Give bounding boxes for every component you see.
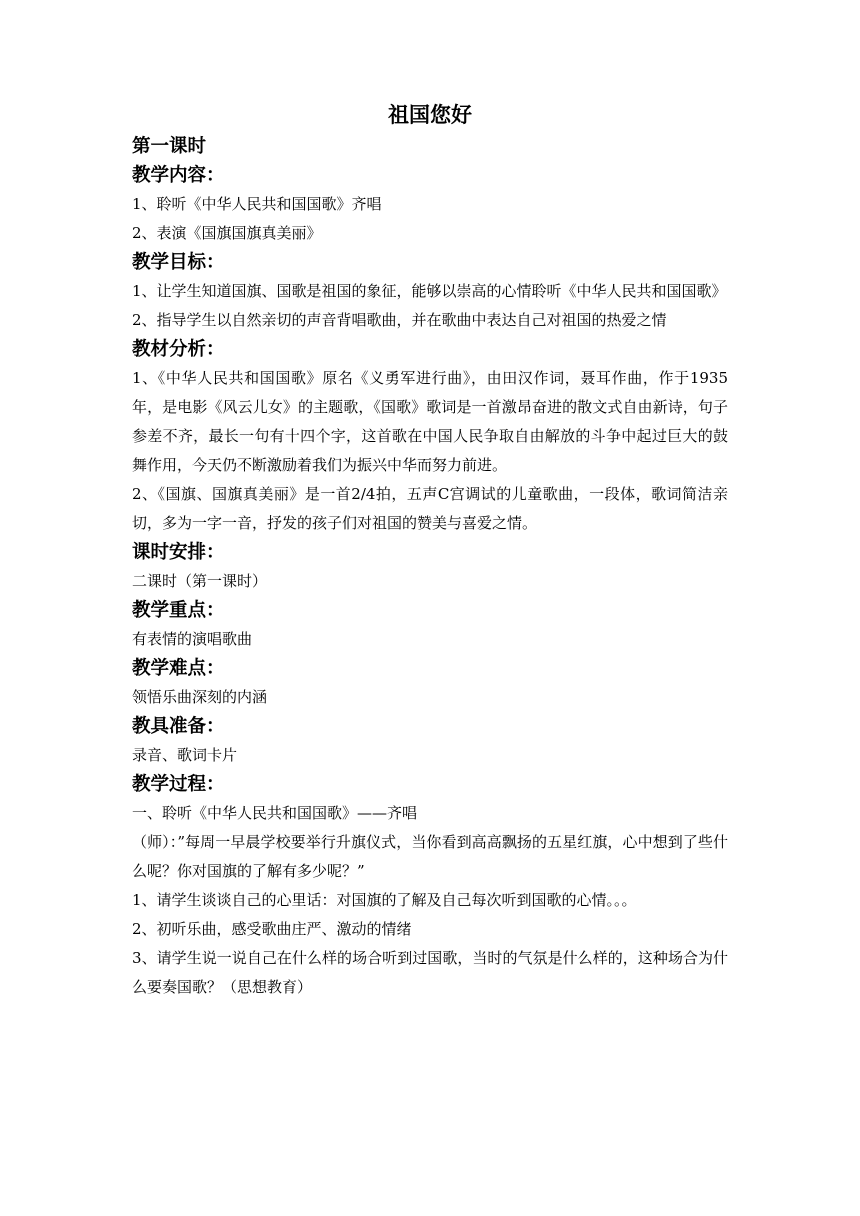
process-item: 一、聆听《中华人民共和国国歌》——齐唱: [132, 804, 418, 822]
analysis-item: 2、《国旗、国旗真美丽》是一首2/4拍，五声C宫调试的儿童歌曲，一段体，歌词简洁亲切，多为一字一音，抒发的孩子们对祖国的赞美与喜爱之情。: [132, 485, 728, 532]
difficulty-heading: 教学难点：: [132, 658, 225, 679]
document-title: 祖国您好: [388, 103, 472, 127]
goals-heading: 教学目标：: [132, 252, 225, 273]
focus-text: 有表情的演唱歌曲: [132, 630, 253, 648]
tools-heading: 教具准备：: [132, 716, 225, 737]
lesson-heading: 第一课时: [132, 136, 207, 157]
content-heading: 教学内容：: [132, 165, 225, 186]
goals-item: 1、让学生知道国旗、国歌是祖国的象征，能够以崇高的心情聆听《中华人民共和国国歌》: [132, 282, 727, 300]
analysis-heading: 教材分析：: [132, 339, 225, 360]
difficulty-text: 领悟乐曲深刻的内涵: [132, 688, 268, 706]
process-item: 3、请学生说一说自己在什么样的场合听到过国歌，当时的气氛是什么样的，这种场合为什么要奏国歌？（思想教育）: [132, 949, 728, 996]
tools-text: 录音、歌词卡片: [132, 746, 238, 764]
focus-heading: 教学重点：: [132, 600, 225, 621]
content-item: 2、表演《国旗国旗真美丽》: [132, 224, 322, 242]
schedule-heading: 课时安排：: [132, 542, 225, 563]
goals-item: 2、指导学生以自然亲切的声音背唱歌曲，并在歌曲中表达自己对祖国的热爱之情: [132, 311, 667, 329]
process-item: 1、请学生谈谈自己的心里话：对国旗的了解及自己每次听到国歌的心情。。。: [132, 891, 637, 909]
schedule-text: 二课时（第一课时）: [132, 572, 268, 590]
process-item: （师）：”每周一早晨学校要举行升旗仪式，当你看到高高飘扬的五星红旗，心中想到了些什么呢？你对国旗的了解有多少呢？”: [132, 833, 728, 880]
process-heading: 教学过程：: [132, 774, 225, 795]
process-item: 2、初听乐曲，感受歌曲庄严、激动的情绪: [132, 920, 412, 938]
analysis-item: 1、《中华人民共和国国歌》原名《义勇军进行曲》，由田汉作词，聂耳作曲，作于1935年，是电影《风云儿女》的主题歌，《国歌》歌词是一首激昂奋进的散文式自由新诗，句子参差不齐，最长一句有十四个字，这首歌在中国人民争取自由解放的斗争中起过巨大的鼓舞作用，今天仍不断激励着我们为振兴中华而努力前进。: [132, 369, 728, 474]
content-item: 1、聆听《中华人民共和国国歌》齐唱: [132, 195, 382, 213]
